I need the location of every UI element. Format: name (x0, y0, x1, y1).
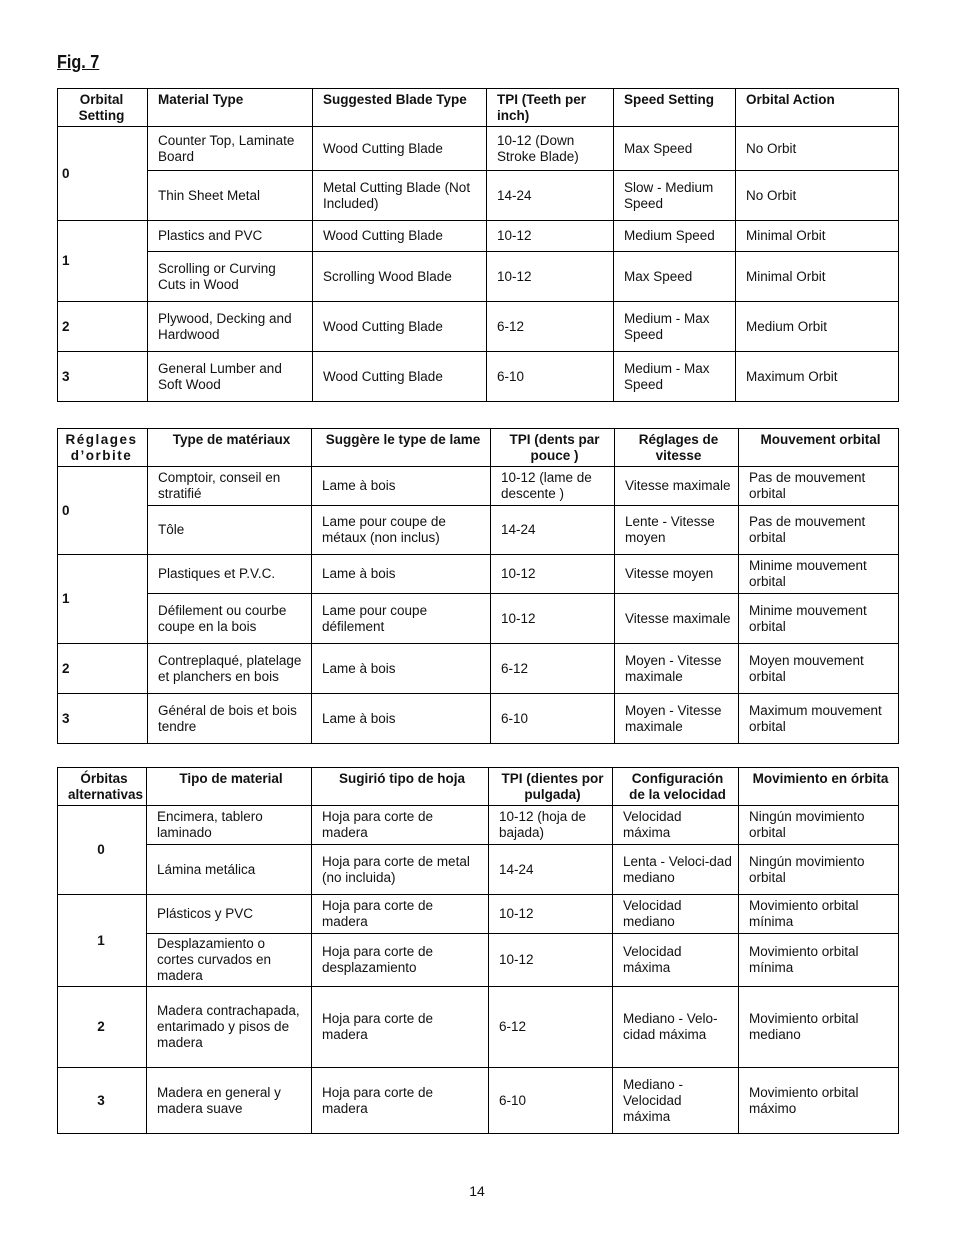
table-cell: Medium Speed (614, 221, 736, 252)
table-cell: Général de bois et bois tendre (148, 694, 312, 744)
orbital-setting-cell: 0 (58, 127, 148, 221)
table-row (58, 252, 899, 302)
table-row (58, 644, 899, 694)
table-cell: Lame pour coupe de métaux (non inclus) (312, 506, 491, 555)
table-cell: 10-12 (489, 895, 613, 934)
orbital-settings-table-french (57, 428, 899, 744)
table-cell: Lame pour coupe défilement (312, 594, 491, 644)
column-header: TPI (Teeth per inch) (487, 89, 614, 127)
table-row (58, 467, 899, 506)
table-cell: Plastics and PVC (148, 221, 313, 252)
table-header-row (58, 89, 899, 127)
table-cell: Lame à bois (312, 467, 491, 506)
table-cell: Minime mouvement orbital (739, 594, 899, 644)
table-row (58, 694, 899, 744)
orbital-setting-cell: 2 (58, 644, 148, 694)
table-row (58, 171, 899, 221)
table-cell: Madera en general y madera suave (147, 1068, 312, 1134)
column-header: Speed Setting (614, 89, 736, 127)
table-cell: No Orbit (736, 171, 899, 221)
table-row (58, 987, 899, 1068)
table-cell: Défilement ou courbe coupe en la bois (148, 594, 312, 644)
column-header: TPI (dientes por pulgada) (489, 768, 613, 806)
table-cell: 10-12 (hoja de bajada) (489, 806, 613, 845)
orbital-settings-table-english (57, 88, 899, 402)
table-cell: 6-12 (489, 987, 613, 1068)
table-cell: 6-12 (487, 302, 614, 352)
table-cell: Lente - Vitesse moyen (615, 506, 739, 555)
orbital-setting-cell: 3 (58, 352, 148, 402)
table-cell: Lámina metálica (147, 845, 312, 895)
table-cell: 10-12 (487, 221, 614, 252)
orbital-setting-cell: 3 (58, 1068, 147, 1134)
table-cell: Lame à bois (312, 694, 491, 744)
table-cell: Plastiques et P.V.C. (148, 555, 312, 594)
table-cell: Max Speed (614, 127, 736, 171)
column-header: Sugirió tipo de hoja (312, 768, 489, 806)
table-cell: Wood Cutting Blade (313, 221, 487, 252)
page-number: 14 (469, 1183, 485, 1199)
column-header: Orbital Action (736, 89, 899, 127)
table-cell: Ningún movimiento orbital (739, 806, 899, 845)
table-cell: Velocidad máxima (613, 934, 739, 987)
table-cell: 14-24 (489, 845, 613, 895)
table-cell: Scrolling Wood Blade (313, 252, 487, 302)
table-row (58, 845, 899, 895)
table-cell: Maximum Orbit (736, 352, 899, 402)
table-cell: 14-24 (491, 506, 615, 555)
column-header: TPI (dents par pouce ) (491, 429, 615, 467)
column-header: Órbitas alternativas (58, 768, 147, 806)
table-cell: Slow - Medium Speed (614, 171, 736, 221)
table-cell: Hoja para corte de madera (312, 1068, 489, 1134)
table-cell: Mediano - Velo-cidad máxima (613, 987, 739, 1068)
table-cell: Max Speed (614, 252, 736, 302)
table-cell: Movimiento orbital mínima (739, 895, 899, 934)
column-header: Suggested Blade Type (313, 89, 487, 127)
table-cell: 6-10 (491, 694, 615, 744)
table-cell: Pas de mouvement orbital (739, 506, 899, 555)
column-header: Suggère le type de lame (312, 429, 491, 467)
table-row (58, 302, 899, 352)
table-cell: Pas de mouvement orbital (739, 467, 899, 506)
orbital-setting-cell: 1 (58, 221, 148, 302)
table-cell: Thin Sheet Metal (148, 171, 313, 221)
table-cell: Lame à bois (312, 555, 491, 594)
column-header: Réglages d’orbite (58, 429, 148, 467)
table-cell: Lame à bois (312, 644, 491, 694)
orbital-setting-cell: 0 (58, 467, 148, 555)
table-cell: Vitesse moyen (615, 555, 739, 594)
table-cell: Hoja para corte de madera (312, 895, 489, 934)
table-row (58, 127, 899, 171)
table-cell: General Lumber and Soft Wood (148, 352, 313, 402)
table-cell: Comptoir, conseil en stratifié (148, 467, 312, 506)
column-header: Type de matériaux (148, 429, 312, 467)
table-cell: Movimiento orbital máximo (739, 1068, 899, 1134)
table-row (58, 806, 899, 845)
table-cell: Hoja para corte de madera (312, 987, 489, 1068)
table-cell: Moyen - Vitesse maximale (615, 644, 739, 694)
orbital-settings-table-spanish (57, 767, 899, 1134)
table-cell: Tôle (148, 506, 312, 555)
table-cell: Minime mouvement orbital (739, 555, 899, 594)
column-header: Mouvement orbital (739, 429, 899, 467)
table-header-row (58, 768, 899, 806)
table-cell: 6-10 (487, 352, 614, 402)
table-cell: Wood Cutting Blade (313, 127, 487, 171)
column-header: Tipo de material (147, 768, 312, 806)
table-cell: Minimal Orbit (736, 221, 899, 252)
table-cell: 10-12 (491, 555, 615, 594)
orbital-setting-cell: 2 (58, 302, 148, 352)
table-cell: Mediano - Velocidad máxima (613, 1068, 739, 1134)
table-cell: Counter Top, Laminate Board (148, 127, 313, 171)
table-cell: Velocidad máxima (613, 806, 739, 845)
table-cell: Hoja para corte de madera (312, 806, 489, 845)
table-cell: Vitesse maximale (615, 467, 739, 506)
table-row (58, 934, 899, 987)
table-cell: Wood Cutting Blade (313, 352, 487, 402)
table-cell: 10-12 (487, 252, 614, 302)
table-cell: Contreplaqué, platelage et planchers en bois (148, 644, 312, 694)
table-cell: Metal Cutting Blade (Not Included) (313, 171, 487, 221)
table-cell: 10-12 (Down Stroke Blade) (487, 127, 614, 171)
table-cell: Maximum mouvement orbital (739, 694, 899, 744)
table-cell: Madera contrachapada, entarimado y pisos de madera (147, 987, 312, 1068)
table-row (58, 221, 899, 252)
table-cell: 14-24 (487, 171, 614, 221)
table-cell: Moyen - Vitesse maximale (615, 694, 739, 744)
orbital-setting-cell: 1 (58, 895, 147, 987)
table-row (58, 506, 899, 555)
table-cell: 10-12 (lame de descente ) (491, 467, 615, 506)
table-cell: 6-10 (489, 1068, 613, 1134)
table-row (58, 895, 899, 934)
table-cell: 6-12 (491, 644, 615, 694)
table-cell: Lenta - Veloci-dad mediano (613, 845, 739, 895)
table-cell: Medium - Max Speed (614, 302, 736, 352)
figure-title: Fig. 7 (57, 52, 100, 72)
table-cell: 10-12 (491, 594, 615, 644)
table-cell: Desplazamiento o cortes curvados en madera (147, 934, 312, 987)
table-cell: Movimiento orbital mediano (739, 987, 899, 1068)
column-header: Orbital Setting (58, 89, 148, 127)
table-row (58, 352, 899, 402)
orbital-setting-cell: 2 (58, 987, 147, 1068)
table-cell: 10-12 (489, 934, 613, 987)
table-cell: Medium Orbit (736, 302, 899, 352)
column-header: Movimiento en órbita (739, 768, 899, 806)
table-cell: Minimal Orbit (736, 252, 899, 302)
orbital-setting-cell: 3 (58, 694, 148, 744)
table-cell: Plásticos y PVC (147, 895, 312, 934)
table-cell: Ningún movimiento orbital (739, 845, 899, 895)
table-cell: No Orbit (736, 127, 899, 171)
table-cell: Velocidad mediano (613, 895, 739, 934)
table-cell: Moyen mouvement orbital (739, 644, 899, 694)
column-header: Material Type (148, 89, 313, 127)
orbital-setting-cell: 1 (58, 555, 148, 644)
table-cell: Scrolling or Curving Cuts in Wood (148, 252, 313, 302)
table-cell: Hoja para corte de metal (no incluida) (312, 845, 489, 895)
table-cell: Encimera, tablero laminado (147, 806, 312, 845)
table-row (58, 1068, 899, 1134)
column-header: Réglages de vitesse (615, 429, 739, 467)
table-cell: Movimiento orbital mínima (739, 934, 899, 987)
table-cell: Wood Cutting Blade (313, 302, 487, 352)
table-cell: Vitesse maximale (615, 594, 739, 644)
column-header: Configuración de la velocidad (613, 768, 739, 806)
table-cell: Medium - Max Speed (614, 352, 736, 402)
table-row (58, 594, 899, 644)
table-cell: Hoja para corte de desplazamiento (312, 934, 489, 987)
table-cell: Plywood, Decking and Hardwood (148, 302, 313, 352)
orbital-setting-cell: 0 (58, 806, 147, 895)
table-row (58, 555, 899, 594)
table-header-row (58, 429, 899, 467)
